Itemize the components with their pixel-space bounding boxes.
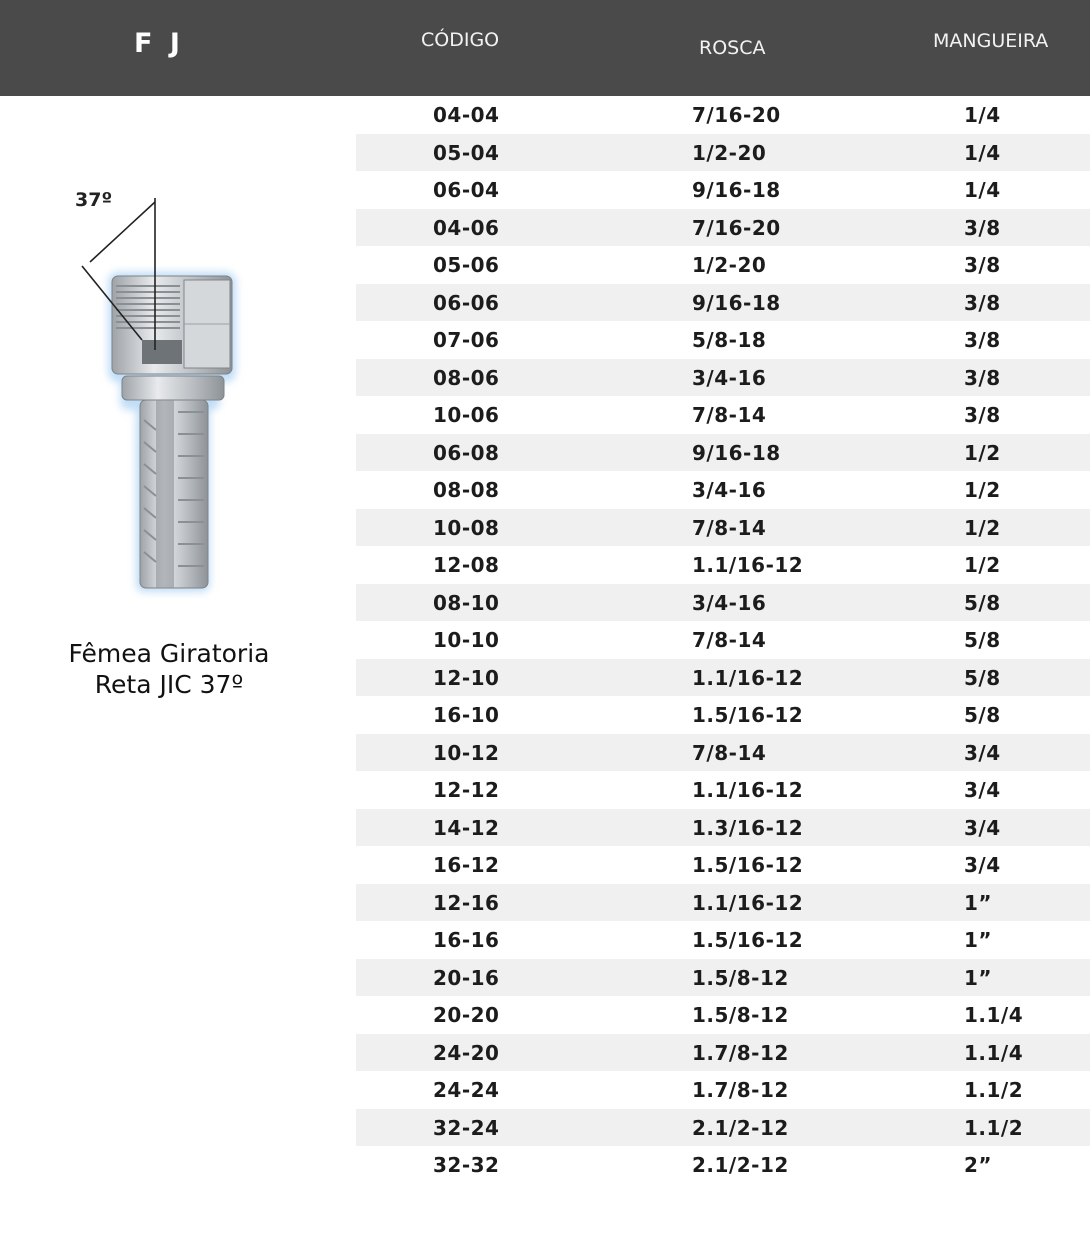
cell-thread: 1.7/8-12	[692, 1078, 789, 1102]
cell-code: 10-08	[433, 515, 500, 540]
table-row	[356, 621, 1090, 659]
cell-hose: 1/2	[964, 478, 1001, 502]
cell-thread: 1.1/16-12	[692, 665, 804, 690]
cell-thread: 1/2-20	[692, 253, 767, 277]
column-header-hose: MANGUEIRA	[933, 30, 1049, 52]
cell-hose: 1/2	[964, 440, 1001, 465]
cell-hose: 1”	[964, 890, 993, 915]
cell-thread: 3/4-16	[692, 365, 767, 390]
table-row	[356, 584, 1090, 622]
table-row	[356, 1034, 1090, 1072]
table-row	[356, 921, 1090, 959]
cell-thread: 7/8-14	[692, 740, 767, 765]
table-row	[356, 134, 1090, 172]
cell-code: 12-08	[433, 553, 500, 577]
cell-thread: 7/8-14	[692, 515, 767, 540]
fitting-illustration	[60, 180, 260, 600]
cell-hose: 3/8	[964, 365, 1001, 390]
series-code: F J	[134, 28, 184, 59]
cell-thread: 1.5/16-12	[692, 928, 804, 952]
cell-thread: 1.7/8-12	[692, 1040, 789, 1065]
cell-code: 12-16	[433, 890, 500, 915]
cell-thread: 1.5/8-12	[692, 965, 789, 990]
cell-code: 08-08	[433, 478, 500, 502]
cell-hose: 1.1/2	[964, 1078, 1024, 1102]
table-row	[356, 509, 1090, 547]
cell-thread: 1.1/16-12	[692, 778, 804, 802]
spec-table	[356, 96, 1090, 1184]
cell-hose: 1”	[964, 928, 993, 952]
cell-code: 05-06	[433, 253, 500, 277]
table-row	[356, 996, 1090, 1034]
table-row	[356, 396, 1090, 434]
cell-hose: 5/8	[964, 665, 1001, 690]
cell-thread: 9/16-18	[692, 290, 781, 315]
cell-code: 12-12	[433, 778, 500, 802]
cell-hose: 5/8	[964, 590, 1001, 615]
table-row	[356, 546, 1090, 584]
cell-hose: 3/8	[964, 290, 1001, 315]
cell-code: 04-06	[433, 215, 500, 240]
cell-hose: 5/8	[964, 628, 1001, 652]
cell-thread: 1.3/16-12	[692, 815, 804, 840]
cell-hose: 1.1/2	[964, 1115, 1024, 1140]
cell-code: 08-10	[433, 590, 500, 615]
cell-code: 14-12	[433, 815, 500, 840]
table-row	[356, 1109, 1090, 1147]
cell-thread: 1/2-20	[692, 140, 767, 165]
table-row	[356, 696, 1090, 734]
cell-code: 12-10	[433, 665, 500, 690]
table-row	[356, 659, 1090, 697]
cell-thread: 7/16-20	[692, 103, 781, 127]
cell-hose: 1”	[964, 965, 993, 990]
cell-thread: 9/16-18	[692, 440, 781, 465]
cell-thread: 1.5/8-12	[692, 1003, 789, 1027]
table-row	[356, 96, 1090, 134]
table-row	[356, 1146, 1090, 1184]
cell-thread: 1.5/16-12	[692, 853, 804, 877]
cell-code: 05-04	[433, 140, 500, 165]
cell-hose: 1/4	[964, 178, 1001, 202]
cell-thread: 3/4-16	[692, 478, 767, 502]
cell-thread: 7/16-20	[692, 215, 781, 240]
cell-hose: 1/4	[964, 140, 1001, 165]
table-row	[356, 359, 1090, 397]
cell-code: 10-06	[433, 403, 500, 427]
cell-code: 08-06	[433, 365, 500, 390]
cell-hose: 1/2	[964, 553, 1001, 577]
angle-label: 37º	[75, 189, 113, 211]
cell-hose: 3/8	[964, 403, 1001, 427]
cell-hose: 3/8	[964, 253, 1001, 277]
product-name-line1: Fêmea Giratoria	[68, 639, 270, 668]
table-row	[356, 1071, 1090, 1109]
table-row	[356, 809, 1090, 847]
cell-thread: 1.1/16-12	[692, 890, 804, 915]
table-row	[356, 959, 1090, 997]
column-header-thread: ROSCA	[699, 37, 766, 59]
table-row	[356, 734, 1090, 772]
cell-hose: 3/8	[964, 328, 1001, 352]
cell-code: 24-24	[433, 1078, 500, 1102]
table-row	[356, 284, 1090, 322]
table-row	[356, 246, 1090, 284]
cell-code: 04-04	[433, 103, 500, 127]
table-header	[0, 0, 1090, 96]
cell-thread: 9/16-18	[692, 178, 781, 202]
cell-hose: 3/4	[964, 815, 1001, 840]
cell-thread: 7/8-14	[692, 628, 767, 652]
cell-hose: 3/8	[964, 215, 1001, 240]
cell-thread: 3/4-16	[692, 590, 767, 615]
cell-thread: 7/8-14	[692, 403, 767, 427]
cell-code: 10-10	[433, 628, 500, 652]
table-row	[356, 846, 1090, 884]
table-row	[356, 884, 1090, 922]
cell-hose: 3/4	[964, 778, 1001, 802]
cell-thread: 1.1/16-12	[692, 553, 804, 577]
table-row	[356, 471, 1090, 509]
cell-thread: 2.1/2-12	[692, 1153, 789, 1177]
table-row	[356, 771, 1090, 809]
table-row	[356, 434, 1090, 472]
cell-hose: 1.1/4	[964, 1003, 1024, 1027]
cell-code: 16-12	[433, 853, 500, 877]
table-row	[356, 321, 1090, 359]
cell-code: 06-08	[433, 440, 500, 465]
cell-code: 20-16	[433, 965, 500, 990]
cell-code: 32-32	[433, 1153, 500, 1177]
column-header-code: CÓDIGO	[421, 29, 500, 51]
cell-code: 06-06	[433, 290, 500, 315]
cell-hose: 1.1/4	[964, 1040, 1024, 1065]
cell-hose: 2”	[964, 1153, 993, 1177]
cell-hose: 3/4	[964, 853, 1001, 877]
cell-code: 16-16	[433, 928, 500, 952]
cell-thread: 2.1/2-12	[692, 1115, 789, 1140]
product-name-line2: Reta JIC 37º	[94, 670, 244, 699]
cell-hose: 5/8	[964, 703, 1001, 727]
cell-code: 06-04	[433, 178, 500, 202]
cell-hose: 3/4	[964, 740, 1001, 765]
cell-hose: 1/4	[964, 103, 1001, 127]
cell-hose: 1/2	[964, 515, 1001, 540]
cell-code: 20-20	[433, 1003, 500, 1027]
cell-code: 32-24	[433, 1115, 500, 1140]
cell-thread: 1.5/16-12	[692, 703, 804, 727]
cell-code: 16-10	[433, 703, 500, 727]
table-row	[356, 209, 1090, 247]
cell-code: 10-12	[433, 740, 500, 765]
product-caption	[40, 638, 298, 700]
cell-code: 07-06	[433, 328, 500, 352]
cell-code: 24-20	[433, 1040, 500, 1065]
cell-thread: 5/8-18	[692, 328, 767, 352]
table-row	[356, 171, 1090, 209]
